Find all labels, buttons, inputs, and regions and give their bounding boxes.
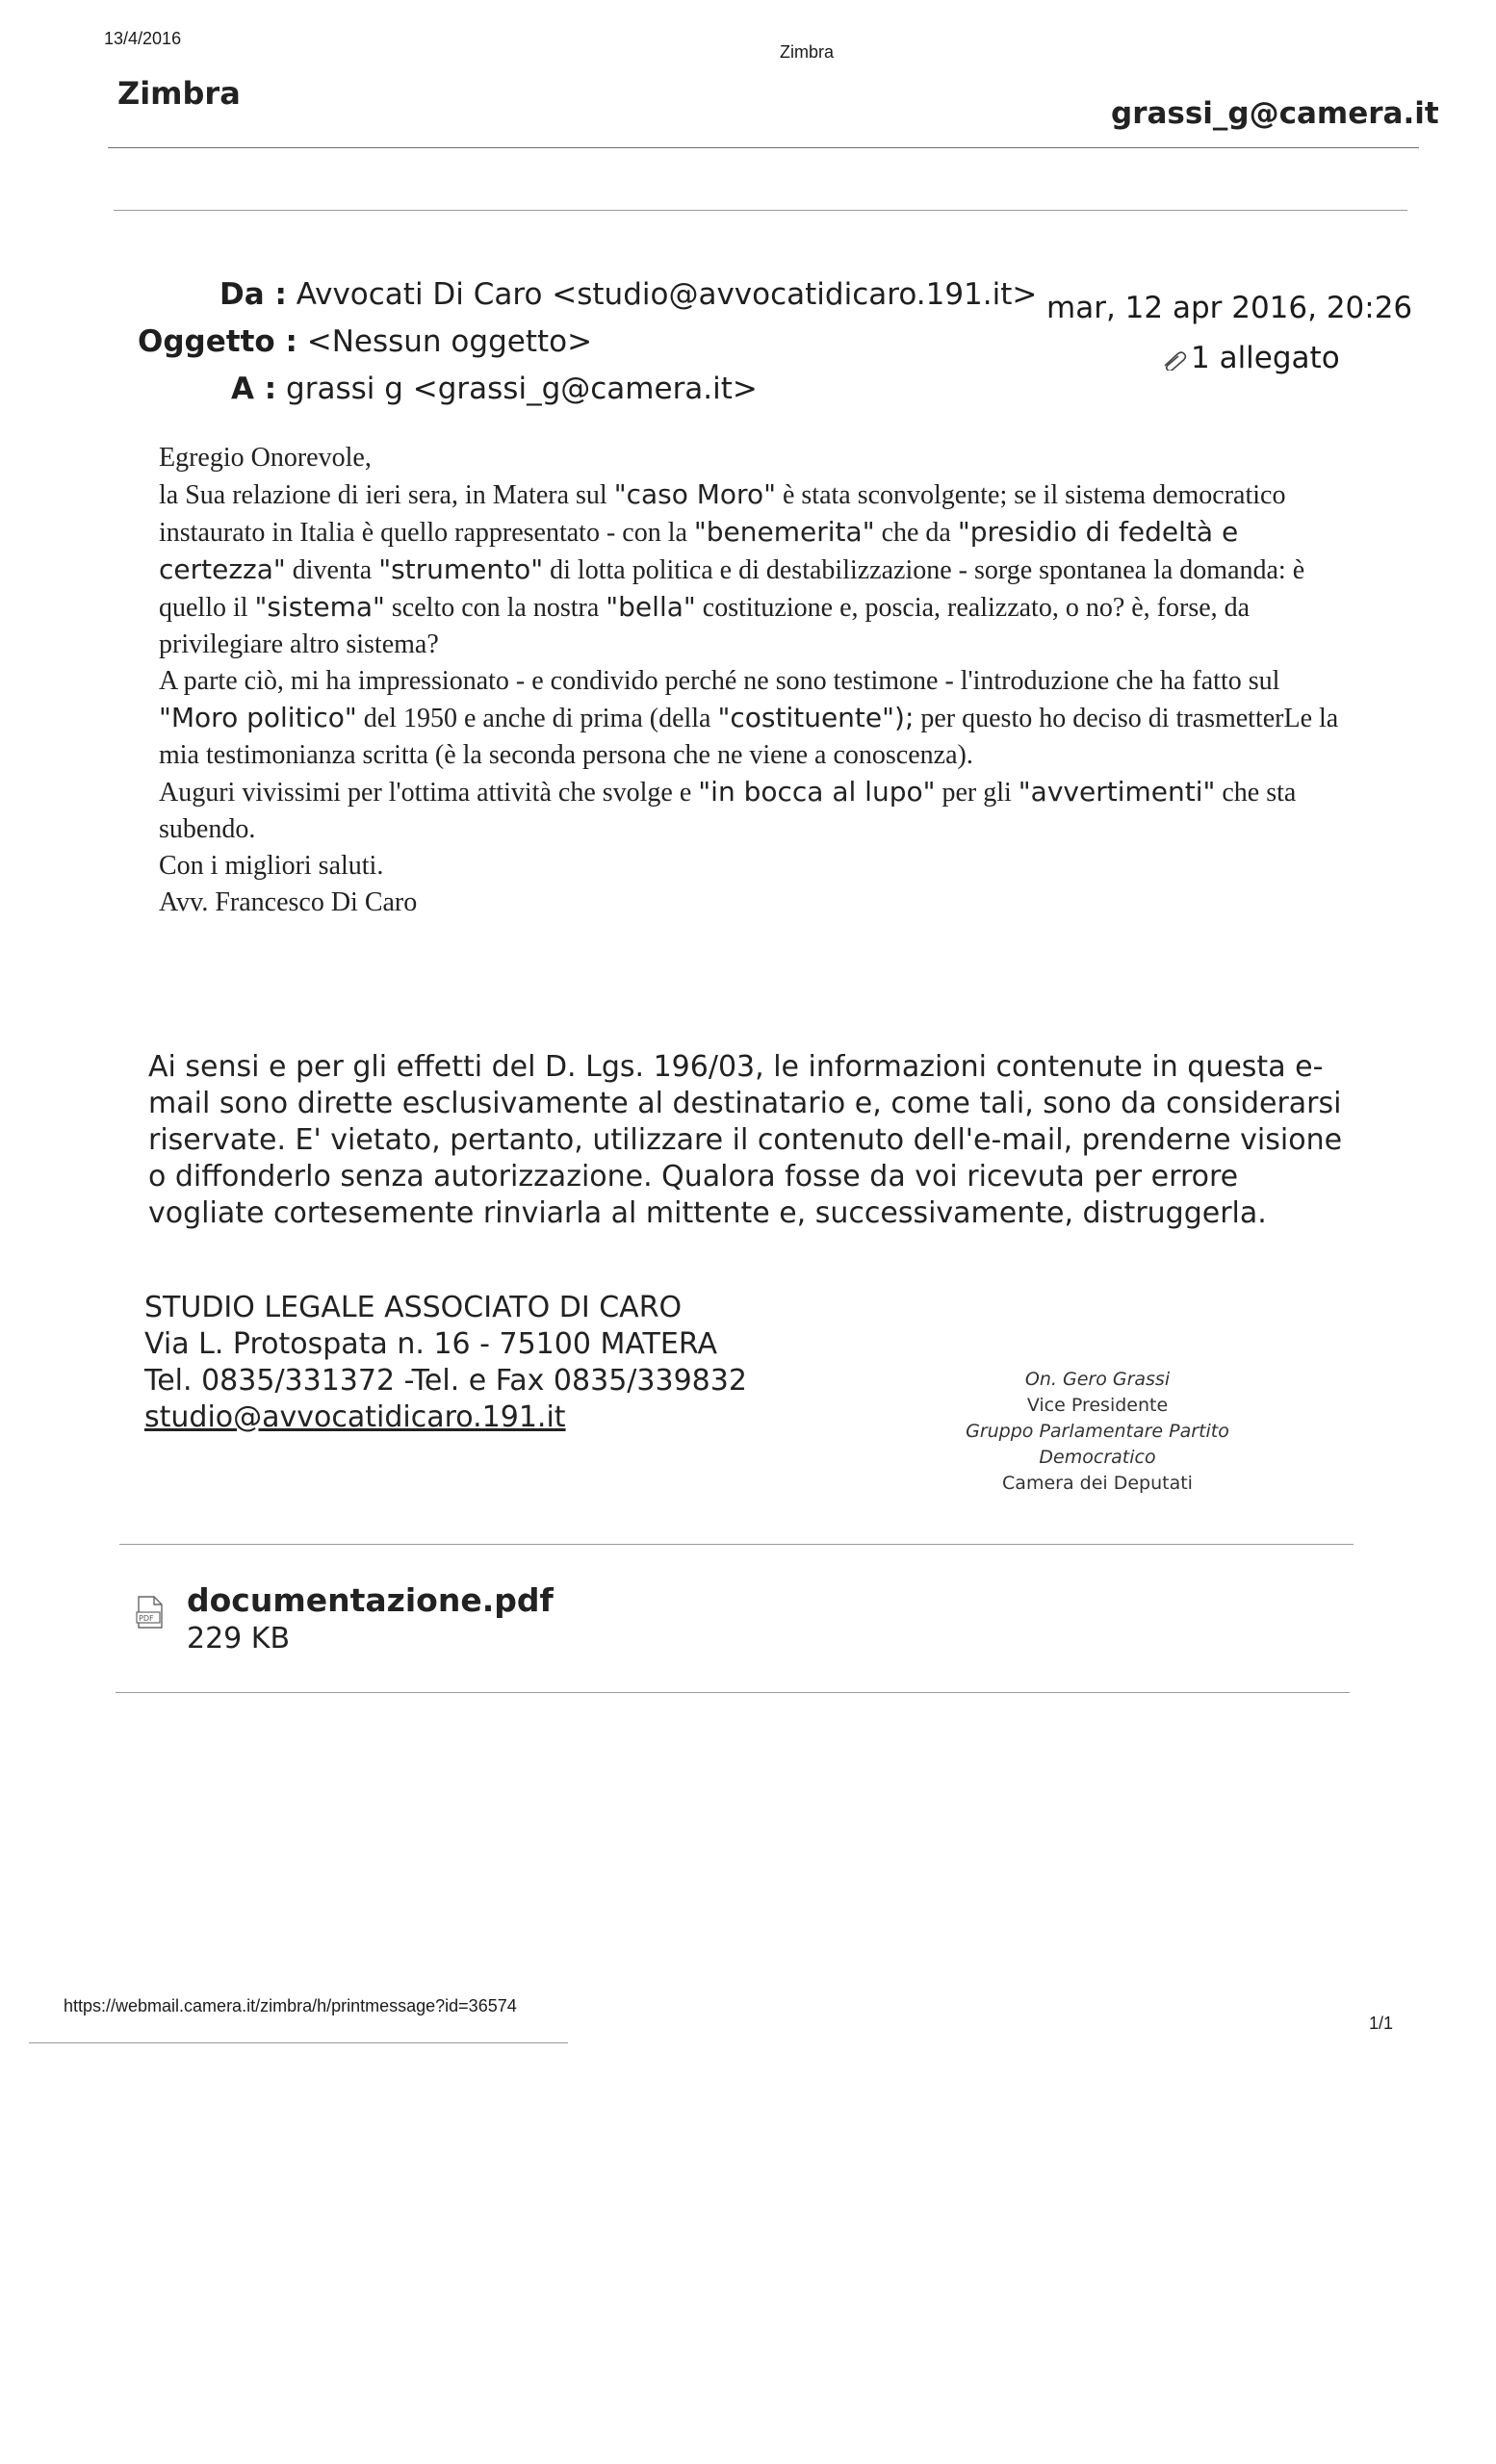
studio-address: Via L. Protospata n. 16 - 75100 MATERA (144, 1327, 717, 1361)
attachment-size: 229 KB (187, 1622, 291, 1656)
subject-value: <Nessun oggetto> (306, 324, 593, 359)
from-field (219, 277, 1037, 312)
studio-email-link[interactable]: studio@avvocatidicaro.191.it (144, 1400, 566, 1434)
to-field (231, 372, 758, 406)
studio-phone: Tel. 0835/331372 -Tel. e Fax 0835/339832 (144, 1364, 747, 1398)
print-footer-page: 1/1 (1369, 2014, 1394, 2033)
attachments-top-divider (119, 1544, 1354, 1545)
message-body (159, 440, 1353, 921)
body-greeting: Egregio Onorevole, (159, 443, 372, 473)
stamp-name: On. Gero Grassi (1024, 1369, 1171, 1390)
stamp-role: Vice Presidente (1026, 1395, 1169, 1416)
message-date: mar, 12 apr 2016, 20:26 (1046, 291, 1413, 325)
header-divider (108, 147, 1419, 148)
privacy-disclaimer (148, 1049, 1352, 1232)
attachment-name[interactable]: documentazione.pdf (187, 1581, 554, 1619)
print-date: 13/4/2016 (104, 29, 182, 48)
pdf-file-icon (135, 1595, 166, 1630)
stamp-chamber: Camera dei Deputati (1002, 1473, 1193, 1494)
body-closing: Con i migliori saluti. (159, 851, 384, 881)
attachment-count-label: 1 allegato (1191, 341, 1340, 375)
deputy-stamp (915, 1367, 1280, 1497)
from-label: Da : (219, 277, 287, 312)
subject-label: Oggetto : (138, 324, 297, 359)
to-value[interactable]: grassi g <grassi_g@camera.it> (286, 372, 758, 406)
subject-field (138, 324, 592, 359)
print-title: Zimbra (780, 42, 835, 62)
disclaimer-text: Ai sensi e per gli effetti del D. Lgs. 196/03, le informazioni contenute in questa e-mail sono dirette esclusivamente al destinatario e, come tali, sono da considerarsi riservate. E' vietato, pertanto, utilizzare il contenuto dell'e-mail, prenderne visione o diffonderlo senza autorizzazione. Qualora fosse da voi ricevuta per errore vogliate cortesemente rinviarla al mittente e, successivamente, distruggerla. (148, 1050, 1343, 1230)
body-paragraph-3: Auguri vivissimi per l'ottima attività che svolge e "in bocca al lupo" per gli "avvertimenti" che sta subendo. (159, 776, 1297, 844)
user-email: grassi_g@camera.it (1111, 96, 1439, 131)
attachments-bottom-divider (116, 1692, 1350, 1693)
studio-signature (144, 1290, 747, 1436)
body-paragraph-2: A parte ciò, mi ha impressionato - e condivido perché ne sono testimone - l'introduzione che ha fatto sul "Moro politico" del 1950 e anche di prima (della "costituente"); per questo ho deciso di trasmetterLe la mia testimonianza scritta (è la seconda persona che ne viene a conoscenza). (159, 666, 1339, 770)
print-footer-url: https://webmail.camera.it/zimbra/h/printmessage?id=36574 (64, 1996, 517, 2015)
footer-divider (29, 2042, 568, 2043)
svg-text:PDF: PDF (139, 1614, 154, 1623)
stamp-group: Gruppo Parlamentare Partito Democratico (966, 1421, 1229, 1468)
message-top-divider (114, 210, 1407, 211)
to-label: A : (231, 372, 277, 406)
app-title: Zimbra (117, 75, 241, 112)
body-paragraph-1: la Sua relazione di ieri sera, in Matera sul "caso Moro" è stata sconvolgente; se il sistema democratico instaurato in Italia è quello rappresentato - con la "benemerita" che da "presidio di fedeltà e certezza" diventa "strumento" di lotta politica e di destabilizzazione - sorge spontanea la domanda: è quello il "sistema" scelto con la nostra "bella" costituzione e, poscia, realizzato, o no? è, forse, da privilegiare altro sistema? (159, 478, 1305, 659)
studio-name: STUDIO LEGALE ASSOCIATO DI CARO (144, 1291, 683, 1324)
body-signature: Avv. Francesco Di Caro (159, 887, 418, 917)
paperclip-icon (1160, 349, 1189, 371)
attachment-count[interactable] (1160, 341, 1340, 375)
from-value[interactable]: Avvocati Di Caro <studio@avvocatidicaro.191.it> (296, 277, 1038, 312)
